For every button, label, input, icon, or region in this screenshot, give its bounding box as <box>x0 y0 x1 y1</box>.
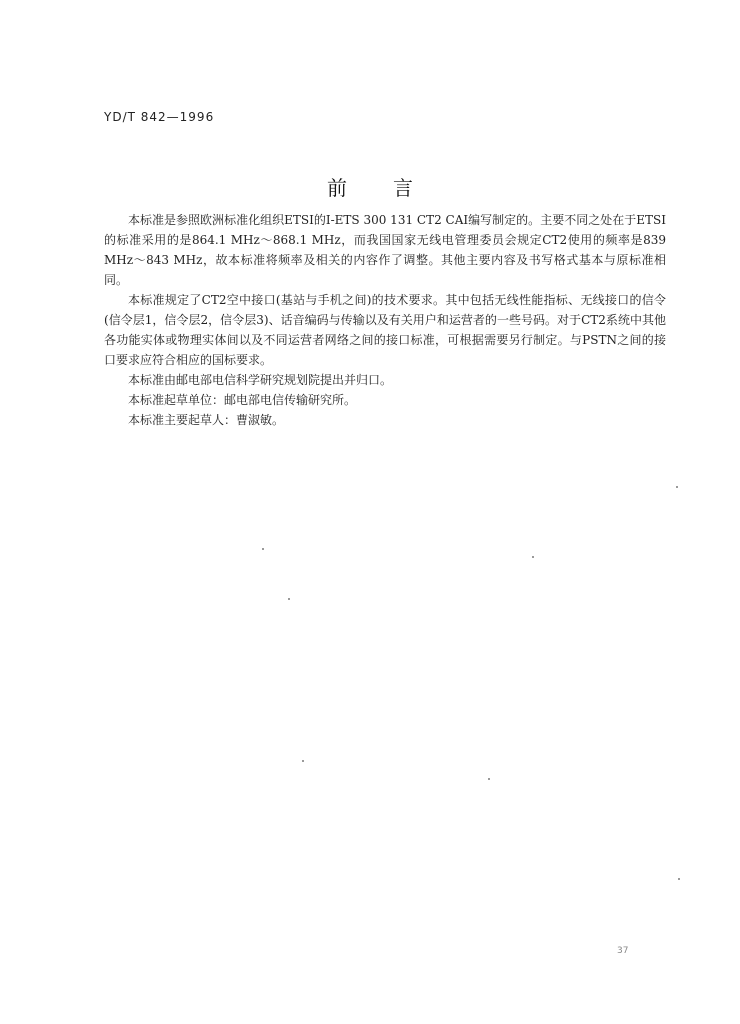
scan-speck <box>288 598 290 600</box>
page-number: 37 <box>617 946 629 956</box>
paragraph-drafting-unit: 本标准起草单位：邮电部电信传输研究所。 <box>128 393 357 407</box>
scan-speck <box>676 486 678 488</box>
section-title-char-1: 前 <box>327 176 347 200</box>
paragraph-proposer: 本标准由邮电部电信科学研究规划院提出并归口。 <box>128 373 393 387</box>
standard-code: YD/T 842—1996 <box>104 110 215 124</box>
paragraph-scope: 本标准规定了CT2空中接口(基站与手机之间)的技术要求。其中包括无线性能指标、无线接口的信令(信令层1，信令层2，信令层3)、话音编码与传输以及有关用户和运营者的一些号码。对于CT2系统中其他各功能实体或物理实体间以及不同运营者网络之间的接口标准，可根据需要另行制定。与PSTN之间的接口要求应符合相应的国标要求。 <box>104 293 666 367</box>
scan-speck <box>678 878 680 880</box>
scan-speck <box>262 548 264 550</box>
foreword-body <box>104 210 666 430</box>
paragraph-drafters: 本标准主要起草人：曹淑敏。 <box>128 413 285 427</box>
scan-speck <box>302 760 304 762</box>
section-title <box>0 172 740 201</box>
section-title-char-2: 言 <box>393 176 413 200</box>
scan-speck <box>532 556 534 558</box>
paragraph-reference-basis: 本标准是参照欧洲标准化组织ETSI的I-ETS 300 131 CT2 CAI编写制定的。主要不同之处在于ETSI的标准采用的是864.1 MHz～868.1 MHz，而我国国家无线电管理委员会规定CT2使用的频率是839 MHz～843 MHz，故本标准将频率及相关的内容作了调整。其他主要内容及书写格式基本与原标准相同。 <box>104 213 666 287</box>
scan-speck <box>488 778 490 780</box>
